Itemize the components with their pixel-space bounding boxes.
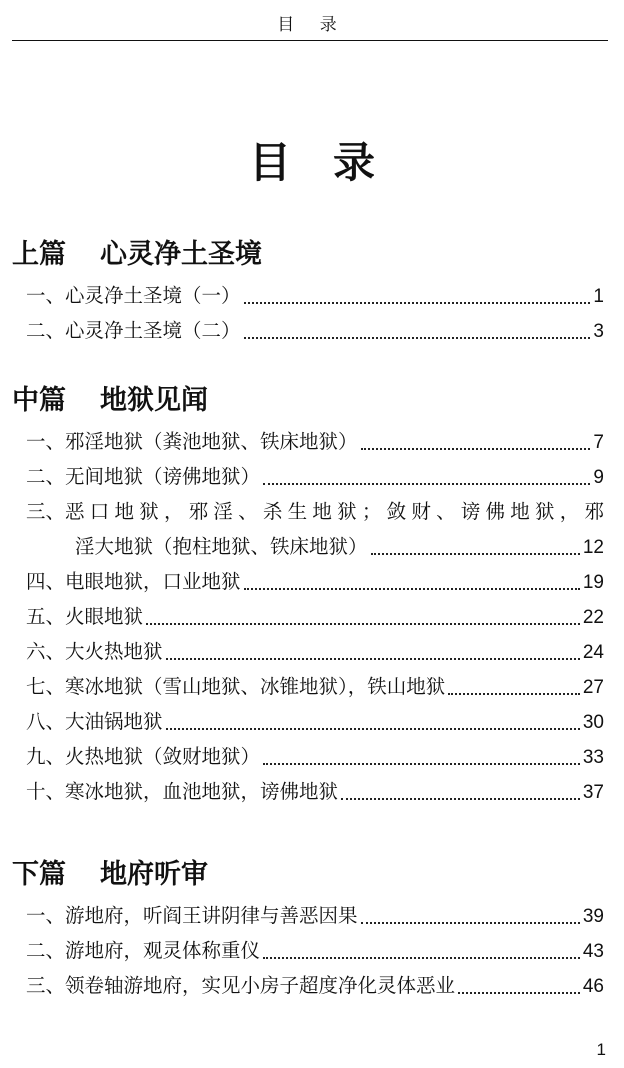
entry-number: 七、 (26, 675, 66, 698)
toc-entry[interactable] (12, 313, 608, 348)
entry-page: 39 (582, 906, 604, 927)
toc-entry[interactable] (12, 459, 608, 494)
entry-number: 一、 (26, 904, 66, 927)
section-label: 上篇 (12, 239, 66, 270)
entry-page: 19 (582, 572, 604, 593)
dot-leader (244, 587, 580, 590)
entry-page: 24 (582, 642, 604, 663)
entry-title: 心灵净土圣境（二） (65, 319, 241, 342)
running-header: 目 录 (277, 15, 347, 35)
entry-title: 火热地狱（敛财地狱） (65, 745, 261, 768)
entry-page: 3 (593, 321, 604, 342)
section-lower (12, 852, 608, 1003)
entry-title: 恶口地狱，邪淫、杀生地狱；敛财、谤佛地狱，邪 (65, 500, 604, 523)
header-rule (12, 40, 608, 41)
entry-title: 游地府，听阎王讲阴律与善恶因果 (65, 904, 358, 927)
entry-title: 领卷轴游地府，实见小房子超度净化灵体恶业 (65, 974, 456, 997)
dot-leader (448, 692, 580, 695)
entry-number: 三、 (26, 974, 66, 997)
entry-page: 30 (582, 712, 604, 733)
entry-page: 43 (582, 941, 604, 962)
toc-entry[interactable] (12, 739, 608, 774)
entry-page: 7 (593, 432, 604, 453)
toc-entry[interactable] (12, 564, 608, 599)
section-upper (12, 232, 608, 348)
entry-number: 一、 (26, 284, 66, 307)
entry-page: 22 (582, 607, 604, 628)
section-label: 下篇 (12, 859, 66, 890)
entry-title: 游地府，观灵体称重仪 (65, 939, 261, 962)
dot-leader (361, 921, 580, 924)
section-name: 地狱见闻 (100, 385, 208, 416)
section-title (12, 852, 608, 898)
entry-title-continued: 淫大地狱（抱柱地狱、铁床地狱） (75, 535, 368, 558)
entry-number: 二、 (26, 939, 66, 962)
page-number: 1 (596, 1040, 606, 1059)
section-label: 中篇 (12, 385, 66, 416)
entry-page: 37 (582, 782, 604, 803)
entry-page: 27 (582, 677, 604, 698)
page-title: 目录 (248, 138, 417, 187)
entry-page: 1 (593, 286, 604, 307)
entry-number: 十、 (26, 780, 66, 803)
entry-number: 六、 (26, 640, 66, 663)
dot-leader (341, 797, 580, 800)
entry-page: 46 (582, 976, 604, 997)
entry-number: 三、 (26, 500, 66, 523)
toc-entry[interactable] (12, 278, 608, 313)
dot-leader (371, 552, 580, 555)
entry-number: 二、 (26, 319, 66, 342)
entry-title: 心灵净土圣境（一） (65, 284, 241, 307)
toc-entry[interactable] (12, 968, 608, 1003)
toc-entry[interactable] (12, 704, 608, 739)
section-middle (12, 378, 608, 809)
entry-number: 五、 (26, 605, 66, 628)
dot-leader (166, 727, 580, 730)
toc-entry[interactable] (12, 424, 608, 459)
section-name: 心灵净土圣境 (100, 239, 262, 270)
entry-page: 9 (593, 467, 604, 488)
toc-entry[interactable] (12, 494, 608, 564)
dot-leader (263, 956, 580, 959)
dot-leader (263, 762, 580, 765)
entry-title: 大油锅地狱 (65, 710, 163, 733)
dot-leader (146, 622, 580, 625)
dot-leader (244, 301, 591, 304)
entry-number: 四、 (26, 570, 66, 593)
toc-entry[interactable] (12, 599, 608, 634)
entry-title: 无间地狱（谤佛地狱） (65, 465, 261, 488)
entry-number: 二、 (26, 465, 66, 488)
entry-title: 寒冰地狱（雪山地狱、冰锥地狱），铁山地狱 (65, 675, 446, 698)
entry-page: 12 (582, 537, 604, 558)
dot-leader (361, 447, 591, 450)
section-title (12, 378, 608, 424)
entry-page: 33 (582, 747, 604, 768)
entry-title: 寒冰地狱，血池地狱，谤佛地狱 (65, 780, 339, 803)
entry-title: 大火热地狱 (65, 640, 163, 663)
toc-entry[interactable] (12, 669, 608, 704)
entry-title: 电眼地狱，口业地狱 (65, 570, 241, 593)
dot-leader (263, 482, 590, 485)
dot-leader (244, 336, 591, 339)
toc-entry[interactable] (12, 898, 608, 933)
toc-entry[interactable] (12, 774, 608, 809)
dot-leader (458, 991, 580, 994)
entry-number: 八、 (26, 710, 66, 733)
entry-number: 一、 (26, 430, 66, 453)
entry-number: 九、 (26, 745, 66, 768)
toc-entry[interactable] (12, 634, 608, 669)
section-title (12, 232, 608, 278)
section-name: 地府听审 (100, 859, 208, 890)
dot-leader (166, 657, 580, 660)
entry-title: 邪淫地狱（粪池地狱、铁床地狱） (65, 430, 358, 453)
entry-title: 火眼地狱 (65, 605, 144, 628)
toc-entry[interactable] (12, 933, 608, 968)
